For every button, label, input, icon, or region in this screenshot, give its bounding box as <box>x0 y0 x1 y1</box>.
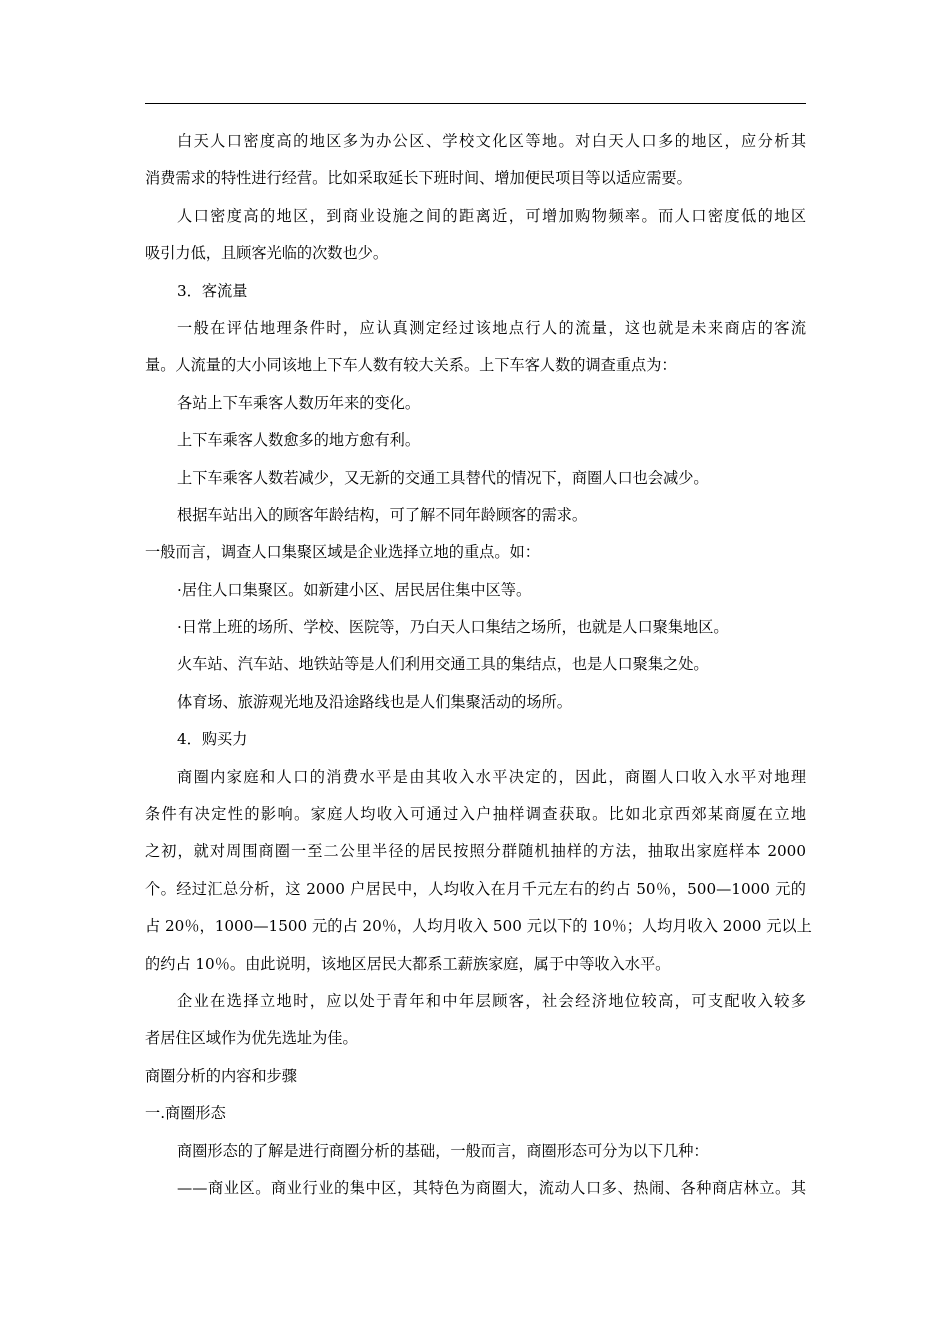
text-line: ·日常上班的场所、学校、医院等，乃白天人口集结之场所，也就是人口聚集地区。 <box>177 618 729 637</box>
text-line: 个。经过汇总分析，这 2000 户居民中，人均收入在月千元左右的约占 50％，500—1000 元的 <box>145 879 806 898</box>
text-line: 一般而言，调查人口集聚区域是企业选择立地的重点。如： <box>145 543 540 562</box>
text-line: ——商业区。商业行业的集中区，其特色为商圈大，流动人口多、热闹、各种商店林立。其 <box>177 1178 806 1197</box>
text-line: 消费需求的特性进行经营。比如采取延长下班时间、增加便民项目等以适应需要。 <box>145 169 692 188</box>
text-line: 者居住区域作为优先选址为佳。 <box>145 1029 358 1048</box>
text-line: 占 20％，1000—1500 元的占 20％，人均月收入 500 元以下的 10％；人均月收入 2000 元以上 <box>145 917 812 936</box>
text-line: 商圈分析的内容和步骤 <box>145 1066 297 1085</box>
text-line: ·居住人口集聚区。如新建小区、居民居住集中区等。 <box>177 580 532 599</box>
text-line: 根据车站出入的顾客年龄结构，可了解不同年龄顾客的需求。 <box>177 505 588 524</box>
text-line: 量。人流量的大小同该地上下车人数有较大关系。上下车客人数的调查重点为： <box>145 356 677 375</box>
text-line: 上下车乘客人数若减少，又无新的交通工具替代的情况下，商圈人口也会减少。 <box>177 468 709 487</box>
text-line: 条件有决定性的影响。家庭人均收入可通过入户抽样调查获取。比如北京西郊某商厦在立地 <box>145 805 806 824</box>
text-line: 4．购买力 <box>177 730 248 749</box>
text-line: 人口密度高的地区，到商业设施之间的距离近，可增加购物频率。而人口密度低的地区 <box>177 206 806 225</box>
text-line: 各站上下车乘客人数历年来的变化。 <box>177 393 420 412</box>
text-line: 白天人口密度高的地区多为办公区、学校文化区等地。对白天人口多的地区，应分析其 <box>177 132 806 150</box>
text-line: 3．客流量 <box>177 281 248 300</box>
text-line: 商圈内家庭和人口的消费水平是由其收入水平决定的，因此，商圈人口收入水平对地理 <box>177 767 806 786</box>
text-line: 企业在选择立地时，应以处于青年和中年层顾客，社会经济地位较高，可支配收入较多 <box>177 991 806 1010</box>
text-line: 体育场、旅游观光地及沿途路线也是人们集聚活动的场所。 <box>177 692 572 711</box>
text-line: 之初，就对周围商圈一至二公里半径的居民按照分群随机抽样的方法，抽取出家庭样本 2000 <box>145 842 806 861</box>
text-line: 一般在评估地理条件时，应认真测定经过该地点行人的流量，这也就是未来商店的客流 <box>177 318 806 337</box>
text-line: 一.商圈形态 <box>145 1104 226 1123</box>
header-rule <box>145 103 806 104</box>
text-line: 商圈形态的了解是进行商圈分析的基础，一般而言，商圈形态可分为以下几种： <box>177 1141 709 1160</box>
text-line: 的约占 10％。由此说明，该地区居民大都系工薪族家庭，属于中等收入水平。 <box>145 954 671 973</box>
document-body <box>145 123 812 1207</box>
text-line: 火车站、汽车站、地铁站等是人们利用交通工具的集结点，也是人口聚集之处。 <box>177 655 709 674</box>
text-line: 吸引力低，且顾客光临的次数也少。 <box>145 244 388 263</box>
text-line: 上下车乘客人数愈多的地方愈有利。 <box>177 431 420 450</box>
